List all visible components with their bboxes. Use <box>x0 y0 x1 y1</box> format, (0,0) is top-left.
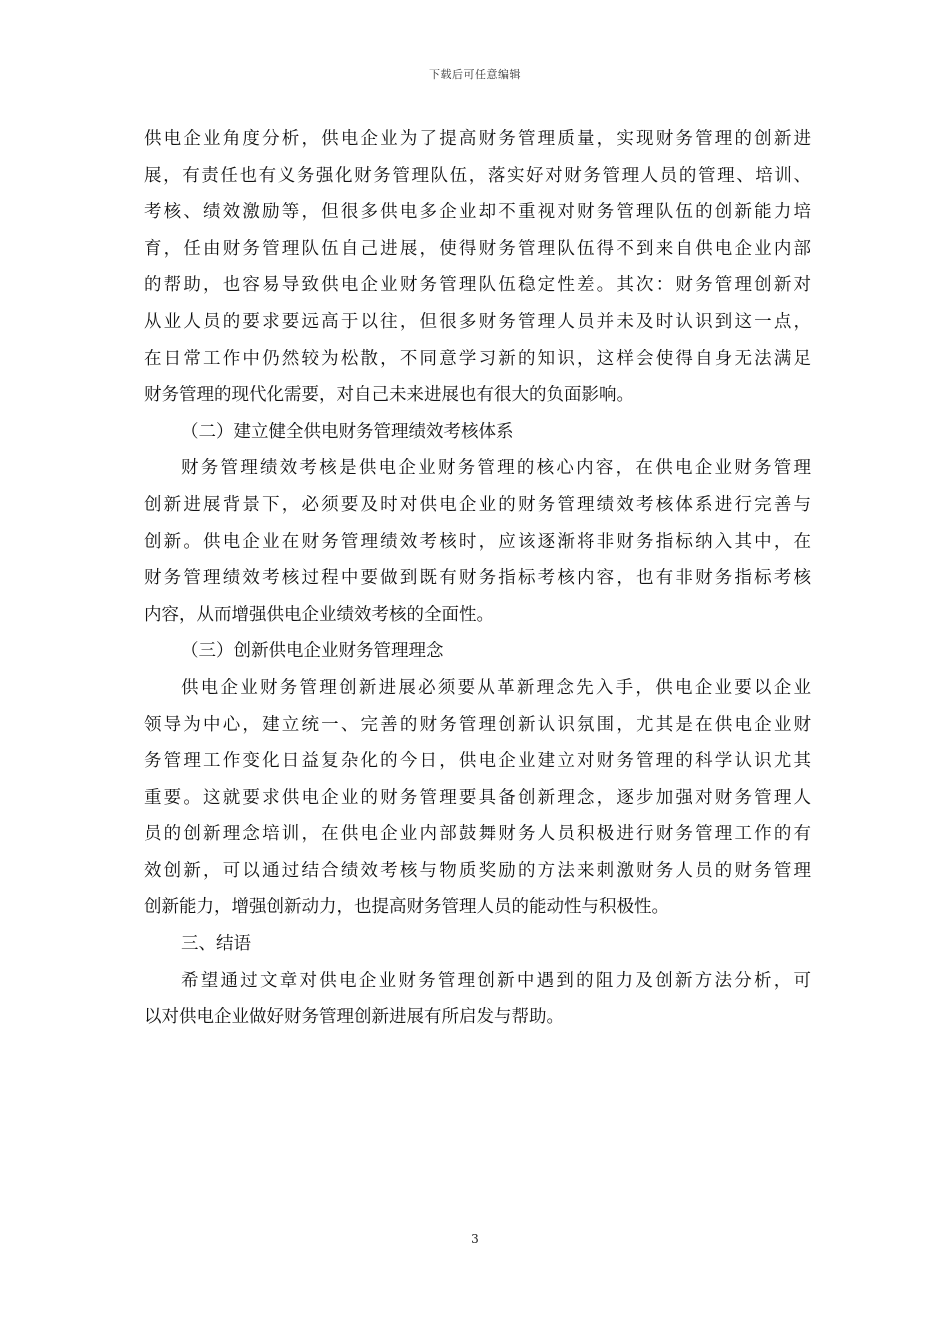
paragraph-line: 以对供电企业做好财务管理创新进展有所启发与帮助。 <box>144 1007 564 1028</box>
paragraph-line: 财务管理的现代化需要，对自己未来进展也有很大的负面影响。 <box>144 385 634 406</box>
paragraph-line: 创新进展背景下，必须要及时对供电企业的财务管理绩效考核体系进行完善与 <box>144 494 811 515</box>
paragraph-line: 从业人员的要求要远高于以往，但很多财务管理人员并未及时认识到这一点， <box>144 311 811 332</box>
document-body <box>144 121 811 1036</box>
page-header: 下载后可任意编辑 <box>429 68 521 81</box>
paragraph-line: 财务管理绩效考核过程中要做到既有财务指标考核内容，也有非财务指标考核 <box>144 568 811 589</box>
paragraph-line: 希望通过文章对供电企业财务管理创新中遇到的阻力及创新方法分析，可 <box>181 970 811 991</box>
paragraph-line: 在日常工作中仍然较为松散，不同意学习新的知识，这样会使得自身无法满足 <box>144 348 811 369</box>
paragraph-line: 务管理工作变化日益复杂化的今日，供电企业建立对财务管理的科学认识尤其 <box>144 751 811 772</box>
paragraph-line: 供电企业角度分析，供电企业为了提高财务管理质量，实现财务管理的创新进 <box>144 129 811 149</box>
paragraph-line: 内容，从而增强供电企业绩效考核的全面性。 <box>144 604 494 625</box>
paragraph-line: 领导为中心，建立统一、完善的财务管理创新认识氛围，尤其是在供电企业财 <box>144 714 811 735</box>
paragraph-line: 考核、绩效激励等，但很多供电多企业却不重视对财务管理队伍的创新能力培 <box>144 202 811 223</box>
page-number: 3 <box>471 1232 479 1246</box>
section-heading: 三、结语 <box>181 934 251 955</box>
paragraph-line: 重要。这就要求供电企业的财务管理要具备创新理念，逐步加强对财务管理人 <box>144 787 811 808</box>
section-heading: （三）创新供电企业财务管理理念 <box>181 641 444 662</box>
section-heading: （二）建立健全供电财务管理绩效考核体系 <box>181 421 514 442</box>
paragraph-line: 财务管理绩效考核是供电企业财务管理的核心内容，在供电企业财务管理 <box>181 458 811 479</box>
paragraph-line: 创新。供电企业在财务管理绩效考核时，应该逐渐将非财务指标纳入其中，在 <box>144 531 811 552</box>
paragraph-line: 效创新，可以通过结合绩效考核与物质奖励的方法来刺激财务人员的财务管理 <box>144 860 811 881</box>
paragraph-line: 育，任由财务管理队伍自己进展，使得财务管理队伍得不到来自供电企业内部 <box>144 238 811 259</box>
paragraph-line: 供电企业财务管理创新进展必须要从革新理念先入手，供电企业要以企业 <box>181 677 811 698</box>
paragraph-line: 展，有责任也有义务强化财务管理队伍，落实好对财务管理人员的管理、培训、 <box>144 165 811 186</box>
paragraph-line: 的帮助，也容易导致供电企业财务管理队伍稳定性差。其次：财务管理创新对 <box>144 275 811 296</box>
paragraph-line: 员的创新理念培训，在供电企业内部鼓舞财务人员积极进行财务管理工作的有 <box>144 824 811 845</box>
paragraph-line: 创新能力，增强创新动力，也提高财务管理人员的能动性与积极性。 <box>144 897 669 918</box>
